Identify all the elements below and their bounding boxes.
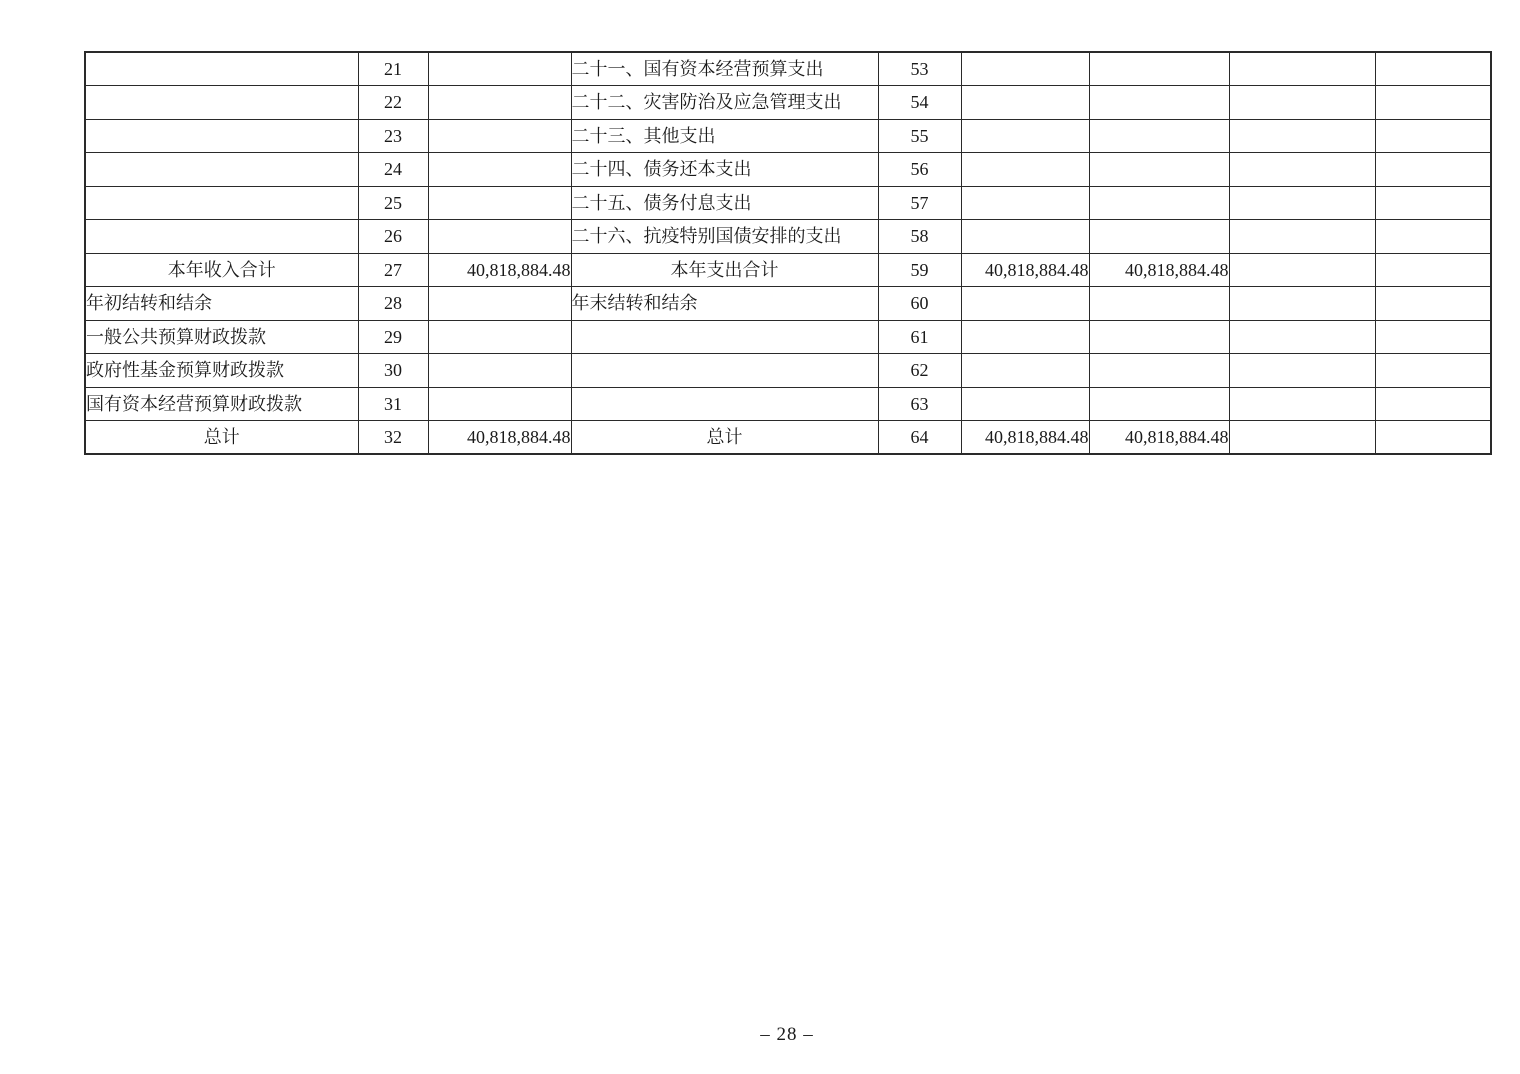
expense-amount-2-cell bbox=[1089, 186, 1229, 220]
income-item-cell: 总计 bbox=[85, 421, 358, 455]
table-row bbox=[85, 86, 1491, 120]
expense-amount-1-cell bbox=[961, 387, 1089, 421]
table-row bbox=[85, 119, 1491, 153]
income-line-no-cell: 31 bbox=[358, 387, 428, 421]
expense-item-cell: 二十一、国有资本经营预算支出 bbox=[571, 52, 878, 86]
empty-cell bbox=[1375, 86, 1491, 120]
expense-amount-1-cell bbox=[961, 52, 1089, 86]
income-amount-cell bbox=[428, 387, 571, 421]
income-line-no-cell: 22 bbox=[358, 86, 428, 120]
income-line-no-cell: 28 bbox=[358, 287, 428, 321]
income-item-cell: 国有资本经营预算财政拨款 bbox=[85, 387, 358, 421]
empty-cell bbox=[1375, 387, 1491, 421]
expense-amount-1-cell: 40,818,884.48 bbox=[961, 253, 1089, 287]
expense-line-no-cell: 62 bbox=[878, 354, 961, 388]
expense-amount-1-cell bbox=[961, 186, 1089, 220]
empty-cell bbox=[1229, 220, 1375, 254]
income-amount-cell bbox=[428, 153, 571, 187]
income-item-cell bbox=[85, 220, 358, 254]
empty-cell bbox=[1375, 119, 1491, 153]
income-line-no-cell: 21 bbox=[358, 52, 428, 86]
expense-item-cell bbox=[571, 320, 878, 354]
income-line-no-cell: 30 bbox=[358, 354, 428, 388]
empty-cell bbox=[1229, 387, 1375, 421]
expense-amount-2-cell bbox=[1089, 287, 1229, 321]
income-item-cell bbox=[85, 153, 358, 187]
empty-cell bbox=[1375, 220, 1491, 254]
empty-cell bbox=[1229, 119, 1375, 153]
empty-cell bbox=[1375, 287, 1491, 321]
income-amount-cell bbox=[428, 287, 571, 321]
empty-cell bbox=[1229, 354, 1375, 388]
expense-item-cell: 总计 bbox=[571, 421, 878, 455]
expense-amount-1-cell bbox=[961, 220, 1089, 254]
income-amount-cell bbox=[428, 186, 571, 220]
empty-cell bbox=[1229, 52, 1375, 86]
expense-line-no-cell: 64 bbox=[878, 421, 961, 455]
expense-amount-1-cell: 40,818,884.48 bbox=[961, 421, 1089, 455]
empty-cell bbox=[1229, 253, 1375, 287]
income-item-cell: 年初结转和结余 bbox=[85, 287, 358, 321]
expense-line-no-cell: 60 bbox=[878, 287, 961, 321]
table-row bbox=[85, 153, 1491, 187]
income-amount-cell bbox=[428, 86, 571, 120]
expense-line-no-cell: 54 bbox=[878, 86, 961, 120]
income-amount-cell: 40,818,884.48 bbox=[428, 253, 571, 287]
expense-line-no-cell: 55 bbox=[878, 119, 961, 153]
income-item-cell: 本年收入合计 bbox=[85, 253, 358, 287]
expense-amount-2-cell bbox=[1089, 220, 1229, 254]
expense-amount-2-cell bbox=[1089, 354, 1229, 388]
expense-amount-1-cell bbox=[961, 119, 1089, 153]
expense-line-no-cell: 56 bbox=[878, 153, 961, 187]
expense-item-cell: 二十三、其他支出 bbox=[571, 119, 878, 153]
expense-amount-1-cell bbox=[961, 287, 1089, 321]
table-row-carryover bbox=[85, 287, 1491, 321]
empty-cell bbox=[1375, 253, 1491, 287]
income-item-cell bbox=[85, 186, 358, 220]
empty-cell bbox=[1229, 186, 1375, 220]
income-amount-cell bbox=[428, 354, 571, 388]
income-line-no-cell: 29 bbox=[358, 320, 428, 354]
empty-cell bbox=[1375, 153, 1491, 187]
income-item-cell bbox=[85, 52, 358, 86]
expense-amount-1-cell bbox=[961, 320, 1089, 354]
table-row bbox=[85, 186, 1491, 220]
expense-item-cell bbox=[571, 354, 878, 388]
empty-cell bbox=[1229, 153, 1375, 187]
empty-cell bbox=[1229, 287, 1375, 321]
expense-amount-1-cell bbox=[961, 86, 1089, 120]
empty-cell bbox=[1375, 186, 1491, 220]
income-amount-cell: 40,818,884.48 bbox=[428, 421, 571, 455]
income-item-cell bbox=[85, 86, 358, 120]
expense-line-no-cell: 61 bbox=[878, 320, 961, 354]
expense-line-no-cell: 63 bbox=[878, 387, 961, 421]
income-line-no-cell: 24 bbox=[358, 153, 428, 187]
table-row bbox=[85, 52, 1491, 86]
table-row-income-total-year bbox=[85, 253, 1491, 287]
expense-item-cell: 二十五、债务付息支出 bbox=[571, 186, 878, 220]
table-row-grand-total bbox=[85, 421, 1491, 455]
empty-cell bbox=[1375, 320, 1491, 354]
expense-item-cell: 本年支出合计 bbox=[571, 253, 878, 287]
expense-amount-2-cell bbox=[1089, 52, 1229, 86]
income-amount-cell bbox=[428, 119, 571, 153]
income-amount-cell bbox=[428, 52, 571, 86]
expense-amount-1-cell bbox=[961, 153, 1089, 187]
empty-cell bbox=[1375, 421, 1491, 455]
expense-item-cell: 二十六、抗疫特别国债安排的支出 bbox=[571, 220, 878, 254]
expense-item-cell: 二十二、灾害防治及应急管理支出 bbox=[571, 86, 878, 120]
empty-cell bbox=[1375, 354, 1491, 388]
income-amount-cell bbox=[428, 320, 571, 354]
expense-amount-2-cell bbox=[1089, 320, 1229, 354]
income-line-no-cell: 23 bbox=[358, 119, 428, 153]
income-item-cell: 政府性基金预算财政拨款 bbox=[85, 354, 358, 388]
income-line-no-cell: 32 bbox=[358, 421, 428, 455]
empty-cell bbox=[1229, 320, 1375, 354]
expense-amount-2-cell: 40,818,884.48 bbox=[1089, 421, 1229, 455]
income-item-cell bbox=[85, 119, 358, 153]
table-row bbox=[85, 220, 1491, 254]
empty-cell bbox=[1229, 86, 1375, 120]
expense-amount-2-cell bbox=[1089, 153, 1229, 187]
empty-cell bbox=[1229, 421, 1375, 455]
expense-amount-1-cell bbox=[961, 354, 1089, 388]
page-number: – 28 – bbox=[760, 1024, 814, 1045]
expense-line-no-cell: 57 bbox=[878, 186, 961, 220]
empty-cell bbox=[1375, 52, 1491, 86]
income-line-no-cell: 26 bbox=[358, 220, 428, 254]
income-expense-table bbox=[84, 51, 1492, 455]
expense-item-cell bbox=[571, 387, 878, 421]
expense-item-cell: 年末结转和结余 bbox=[571, 287, 878, 321]
income-amount-cell bbox=[428, 220, 571, 254]
expense-line-no-cell: 53 bbox=[878, 52, 961, 86]
table-row bbox=[85, 387, 1491, 421]
expense-line-no-cell: 59 bbox=[878, 253, 961, 287]
expense-amount-2-cell bbox=[1089, 119, 1229, 153]
income-item-cell: 一般公共预算财政拨款 bbox=[85, 320, 358, 354]
expense-line-no-cell: 58 bbox=[878, 220, 961, 254]
expense-item-cell: 二十四、债务还本支出 bbox=[571, 153, 878, 187]
table-row bbox=[85, 354, 1491, 388]
expense-amount-2-cell: 40,818,884.48 bbox=[1089, 253, 1229, 287]
expense-amount-2-cell bbox=[1089, 86, 1229, 120]
income-line-no-cell: 25 bbox=[358, 186, 428, 220]
table-row bbox=[85, 320, 1491, 354]
income-line-no-cell: 27 bbox=[358, 253, 428, 287]
expense-amount-2-cell bbox=[1089, 387, 1229, 421]
